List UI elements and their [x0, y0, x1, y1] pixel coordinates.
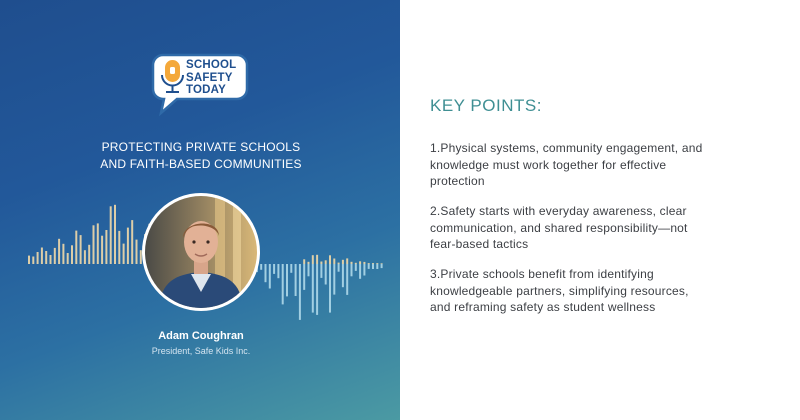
key-point-1-line-1: 1.Physical systems, community engagement, and — [430, 141, 703, 155]
wave-bar — [316, 264, 318, 315]
episode-title — [40, 139, 362, 173]
wave-bar — [303, 259, 305, 264]
wave-bar — [277, 264, 279, 278]
wave-bar — [41, 248, 43, 265]
wave-bar — [355, 263, 357, 264]
wave-bar — [269, 264, 271, 289]
wave-bar — [84, 250, 86, 264]
wave-bar — [325, 260, 327, 264]
wave-bar — [114, 205, 116, 264]
wave-bar — [359, 264, 361, 279]
wave-bar — [312, 264, 314, 313]
key-point-3-line-3: and reframing safety as student wellness — [430, 300, 656, 314]
wave-bar — [342, 264, 344, 287]
wave-bar — [351, 264, 353, 276]
key-point-2-line-2: communication, and shared responsibility—not — [430, 220, 688, 235]
key-point-2 — [430, 203, 760, 253]
wave-bar — [58, 239, 60, 264]
key-point-1 — [430, 140, 760, 190]
episode-title-line-1: PROTECTING PRIVATE SCHOOLS — [101, 140, 301, 154]
key-point-3-line-1: 3.Private schools benefit from identifying — [430, 267, 654, 281]
wave-bar — [308, 264, 310, 276]
wave-bar — [312, 255, 314, 264]
wave-bar — [282, 264, 284, 304]
wave-bar — [28, 256, 30, 264]
wave-bar — [273, 264, 275, 274]
wave-bar — [62, 244, 64, 264]
wave-bar — [351, 262, 353, 264]
wave-bar — [286, 264, 288, 296]
guest-title: President, Safe Kids Inc. — [151, 346, 251, 356]
wave-bar — [342, 260, 344, 264]
wave-bar — [97, 223, 99, 264]
key-point-2-line-1: 2.Safety starts with everyday awareness, clear — [430, 204, 687, 218]
key-point-1-line-3: protection — [430, 174, 485, 188]
wave-bar — [67, 253, 69, 264]
wave-bar — [260, 264, 262, 270]
logo-line-2: SAFETY — [186, 71, 233, 84]
wave-bar — [131, 220, 133, 264]
key-point-2-line-3: fear-based tactics — [430, 237, 529, 251]
wave-bar — [316, 255, 318, 264]
key-point-3 — [430, 266, 760, 316]
wave-bar — [376, 264, 378, 269]
wave-bar — [37, 252, 39, 264]
wave-bar — [80, 235, 82, 264]
key-point-3-line-2: knowledgeable partners, simplifying resources, — [430, 283, 689, 298]
wave-bar — [381, 264, 383, 268]
wave-bar — [105, 230, 107, 264]
wave-bar — [295, 264, 297, 296]
key-point-1-line-2: knowledge must work together for effective — [430, 157, 667, 172]
wave-bar — [88, 245, 90, 264]
wave-bar — [329, 255, 331, 264]
wave-bar — [265, 264, 267, 282]
wave-bar — [136, 240, 138, 264]
wave-bar — [363, 262, 365, 264]
wave-bar — [363, 264, 365, 276]
wave-bar — [333, 259, 335, 265]
wave-bar — [118, 231, 120, 264]
wave-bar — [320, 262, 322, 265]
episode-title-line-2: AND FAITH-BASED COMMUNITIES — [100, 157, 302, 171]
wave-bar — [54, 248, 56, 264]
wave-bar — [355, 264, 357, 271]
wave-bar — [93, 225, 95, 264]
wave-bar — [50, 255, 52, 264]
wave-bar — [290, 264, 292, 273]
key-points-heading: KEY POINTS: — [430, 96, 542, 115]
wave-bar — [346, 258, 348, 264]
wave-bar — [329, 264, 331, 313]
wave-bar — [101, 236, 103, 264]
wave-bar — [333, 264, 335, 295]
logo-line-1: SCHOOL — [186, 59, 237, 71]
wave-bar — [381, 263, 383, 264]
guest-photo — [142, 193, 260, 311]
wave-bar — [368, 263, 370, 264]
wave-bar — [303, 264, 305, 290]
logo-wordmark — [186, 59, 236, 97]
wave-bar — [299, 264, 301, 320]
wave-bar — [325, 264, 327, 285]
guest-name: Adam Coughran — [158, 330, 244, 342]
wave-bar — [346, 264, 348, 295]
wave-bar — [368, 264, 370, 269]
wave-bar — [110, 206, 112, 264]
wave-bar — [320, 264, 322, 278]
wave-bar — [372, 263, 374, 264]
school-safety-today-logo — [151, 51, 251, 117]
wave-bar — [376, 263, 378, 264]
wave-bar — [308, 262, 310, 264]
wave-bar — [32, 257, 34, 265]
guest-portrait-image — [145, 196, 257, 308]
wave-bar — [45, 251, 47, 264]
wave-bar — [71, 245, 73, 264]
wave-bar — [123, 244, 125, 264]
wave-bar — [127, 228, 129, 264]
wave-bar — [372, 264, 374, 269]
wave-bar — [338, 264, 340, 272]
wave-bar — [338, 263, 340, 264]
wave-bar — [359, 261, 361, 264]
wave-bar — [75, 231, 77, 264]
key-points-panel — [400, 0, 800, 420]
logo-line-3: TODAY — [186, 84, 226, 96]
